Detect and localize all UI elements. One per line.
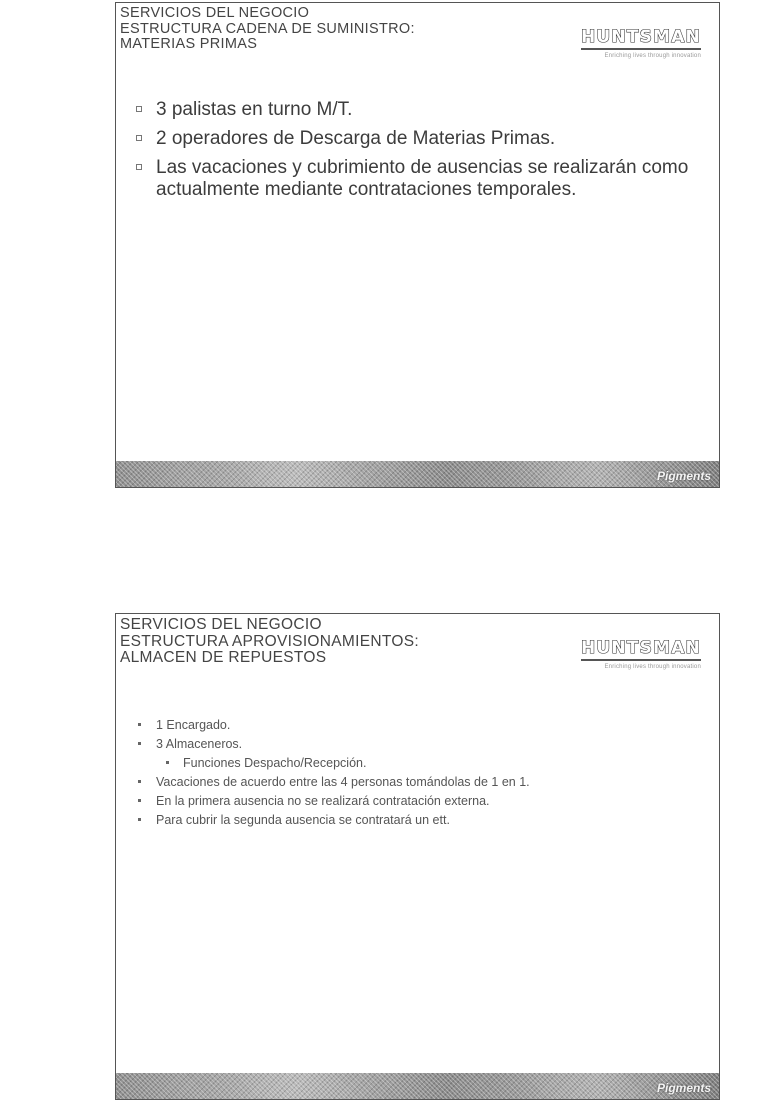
bullet-item — [136, 157, 701, 201]
square-bullet-icon — [136, 164, 142, 170]
bullet-text: 2 operadores de Descarga de Materias Primas. — [156, 128, 556, 149]
bullet-text: 3 Almaceneros. — [156, 737, 243, 751]
bullet-item — [138, 812, 699, 828]
bullet-text: Para cubrir la segunda ausencia se contratará un ett. — [156, 813, 450, 827]
dot-bullet-icon — [138, 742, 141, 745]
bullet-text: Vacaciones de acuerdo entre las 4 personas tomándolas de 1 en 1. — [156, 775, 530, 789]
bullet-item — [138, 717, 699, 733]
slide-almacen-repuestos — [115, 613, 720, 1100]
square-bullet-icon — [136, 106, 142, 112]
bullet-item — [136, 128, 701, 150]
sub-bullet-item — [138, 755, 699, 771]
logo-tagline: Enriching lives through innovation — [604, 664, 701, 670]
bullet-item — [138, 736, 699, 752]
bullet-item — [136, 99, 701, 121]
square-bullet-icon — [136, 135, 142, 141]
dot-bullet-icon — [138, 780, 141, 783]
bullet-text: Funciones Despacho/Recepción. — [183, 756, 367, 770]
bullet-text: 3 palistas en turno M/T. — [156, 99, 353, 120]
slide-header — [120, 617, 419, 667]
huntsman-logo — [581, 27, 701, 59]
header-line-2: ESTRUCTURA CADENA DE SUMINISTRO: — [120, 20, 415, 37]
bullet-item — [138, 774, 699, 790]
header-line-1: SERVICIOS DEL NEGOCIO — [120, 5, 310, 21]
dot-bullet-icon — [138, 818, 141, 821]
huntsman-logo — [581, 638, 701, 670]
bullet-list — [138, 717, 699, 831]
bullet-text: 1 Encargado. — [156, 718, 231, 732]
slide-header — [120, 6, 415, 53]
logo-tagline: Enriching lives through innovation — [604, 53, 701, 59]
bullet-text: En la primera ausencia no se realizará contratación externa. — [156, 794, 490, 808]
bullet-item — [138, 793, 699, 809]
footer-brand: Pigments — [656, 1081, 711, 1095]
header-line-3: MATERIAS PRIMAS — [120, 36, 258, 53]
dot-bullet-icon — [138, 723, 141, 726]
slide-footer-band — [116, 1073, 719, 1099]
slide-materias-primas — [115, 2, 720, 488]
dot-bullet-icon — [138, 799, 141, 802]
logo-wordmark: HUNTSMAN — [580, 638, 701, 658]
bullet-list — [136, 99, 701, 208]
header-line-2: ESTRUCTURA APROVISIONAMIENTOS: — [120, 632, 419, 650]
slide-footer-band — [116, 461, 719, 487]
dot-bullet-icon — [166, 761, 169, 764]
footer-brand: Pigments — [656, 469, 711, 483]
bullet-text: Las vacaciones y cubrimiento de ausencias se realizarán como actualmente mediante contrataciones temporales. — [156, 157, 689, 200]
header-line-3: ALMACEN DE REPUESTOS — [120, 649, 327, 667]
logo-wordmark: HUNTSMAN — [580, 27, 701, 47]
header-line-1: SERVICIOS DEL NEGOCIO — [120, 616, 322, 633]
